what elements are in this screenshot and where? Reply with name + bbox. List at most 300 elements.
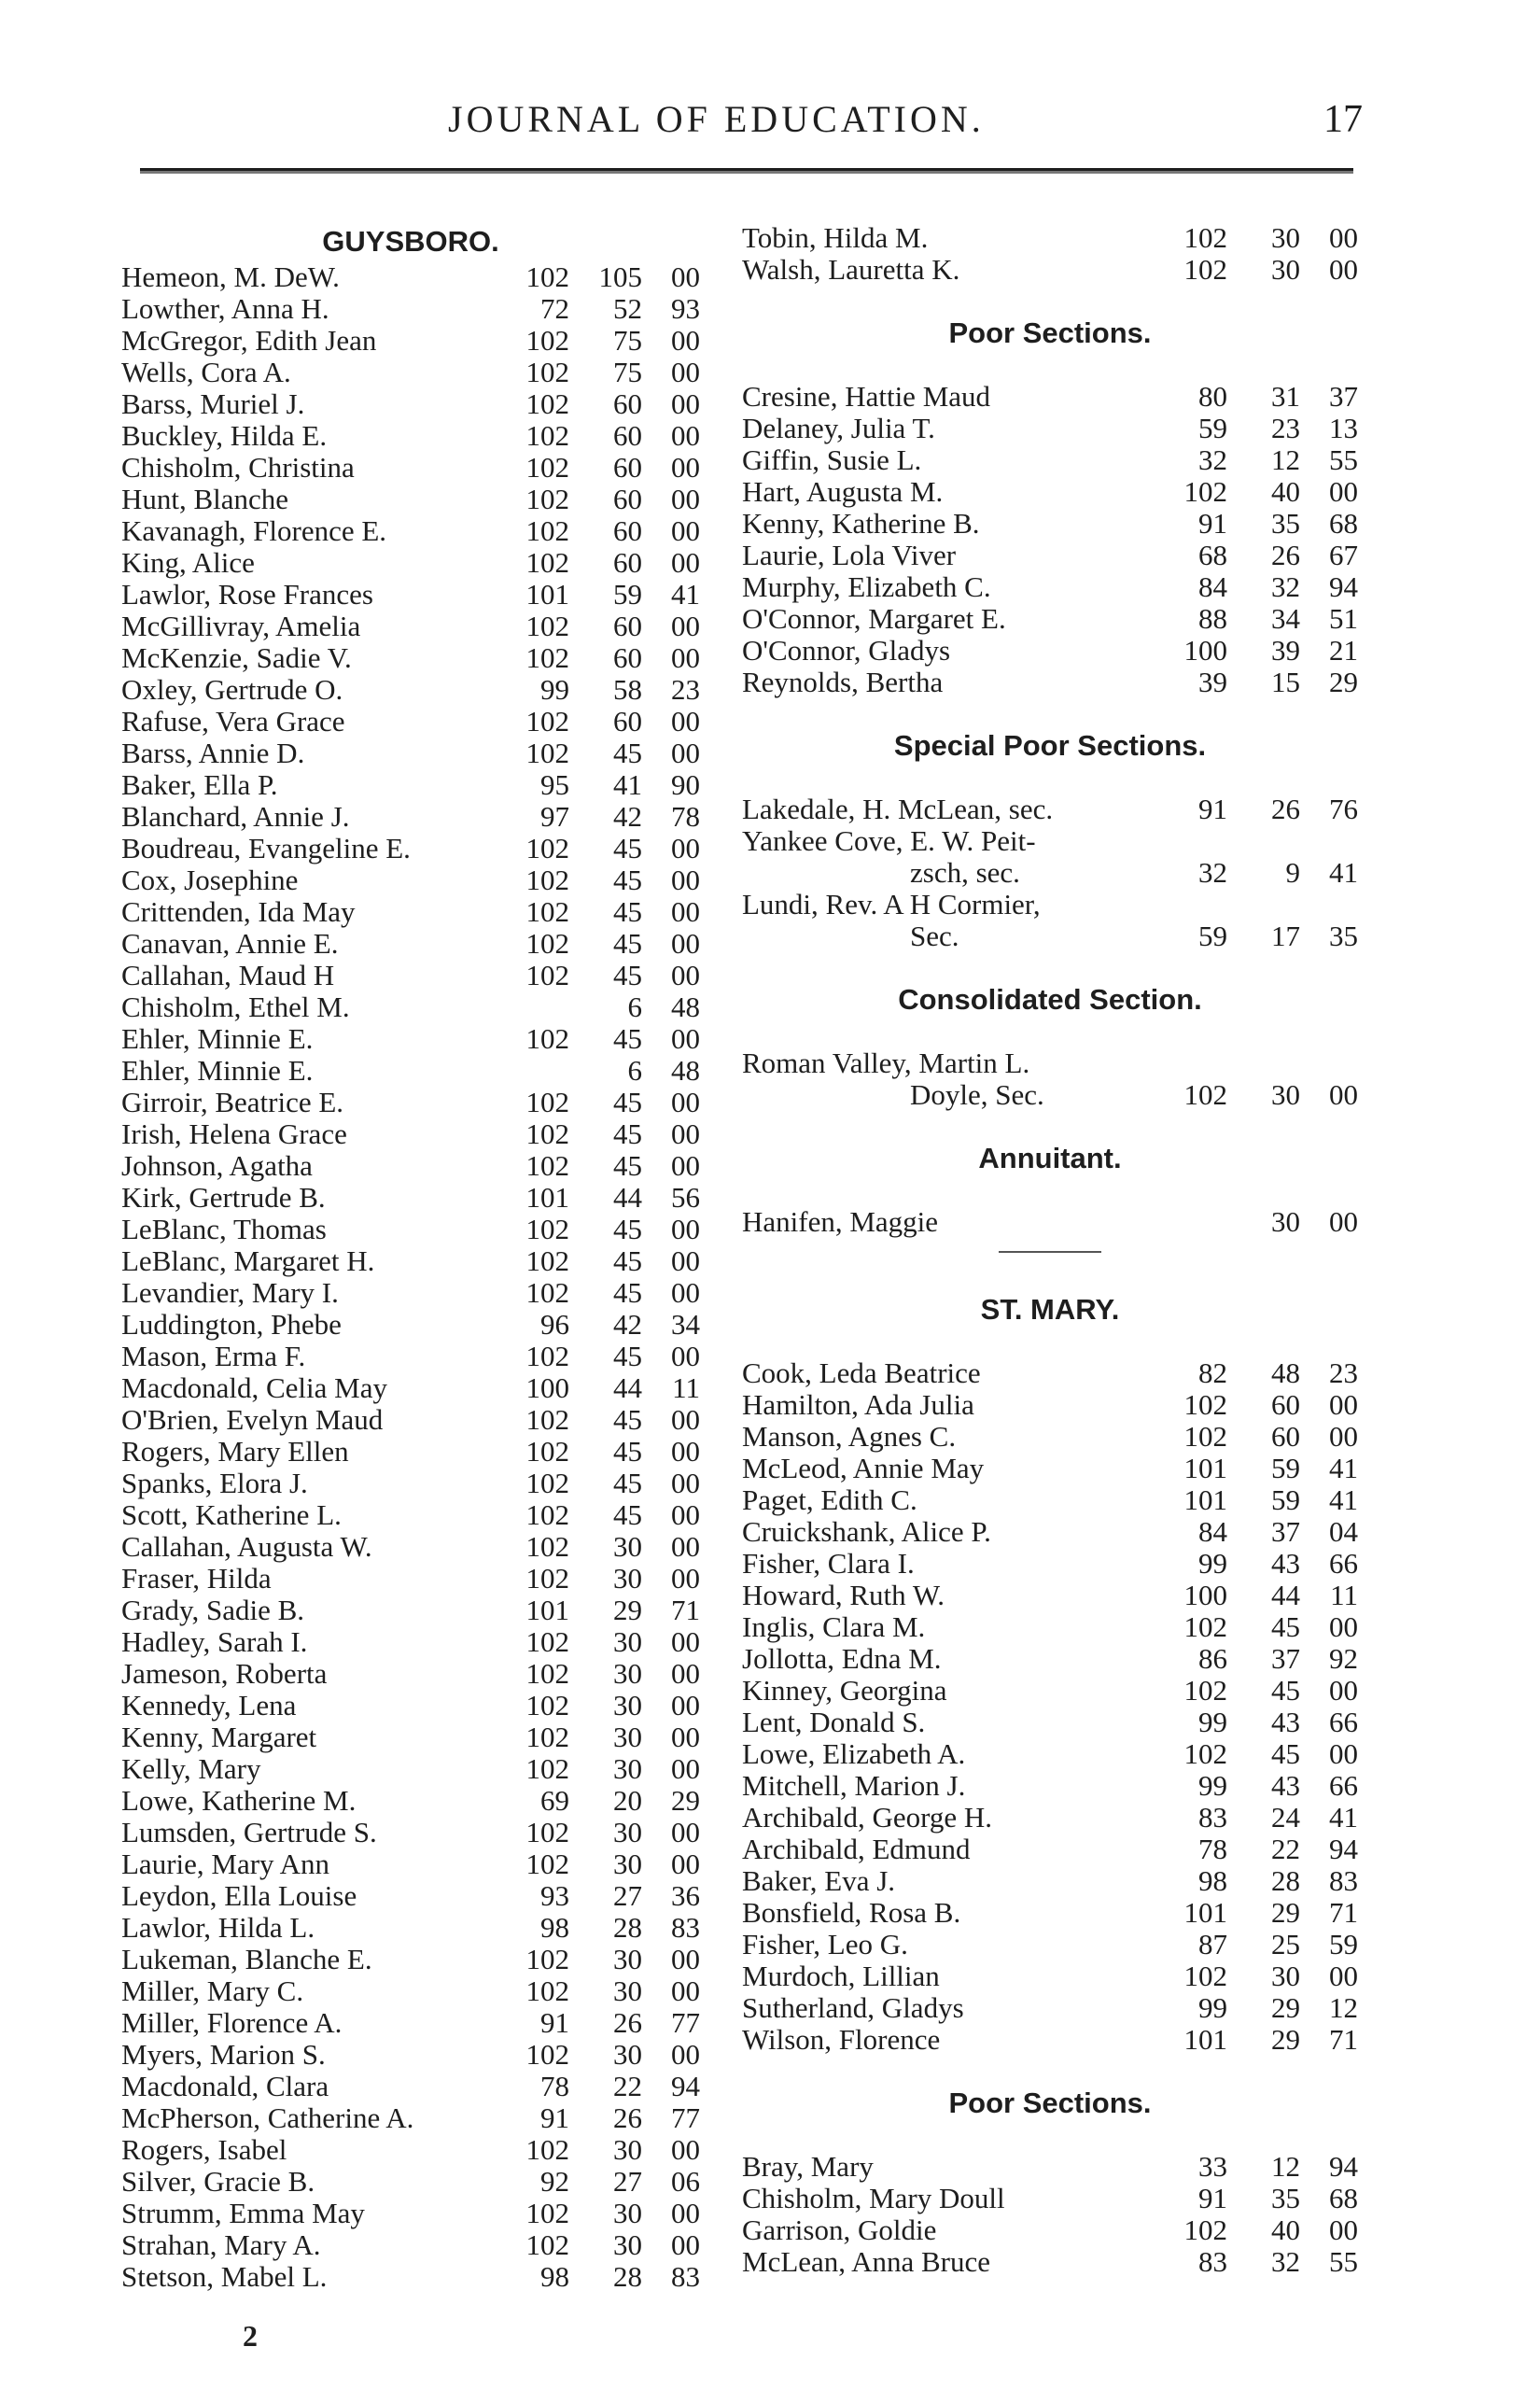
name-cell: Kelly, Mary bbox=[121, 1753, 261, 1785]
table-row bbox=[742, 1484, 1358, 1516]
amount-b-cell: 30 bbox=[613, 2038, 642, 2071]
table-row bbox=[742, 1389, 1358, 1421]
amount-a-cell: 102 bbox=[525, 387, 569, 420]
table-row bbox=[121, 1690, 700, 1721]
amount-b-cell: 45 bbox=[613, 1022, 642, 1055]
section-title-annuitant: Annuitant. bbox=[978, 1142, 1122, 1174]
amount-b-cell: 30 bbox=[1271, 1960, 1300, 1992]
name-cell: Reynolds, Bertha bbox=[742, 667, 944, 698]
name-cell: Kennedy, Lena bbox=[121, 1690, 297, 1721]
amount-c-cell: 00 bbox=[671, 1943, 700, 1975]
amount-a-cell: 101 bbox=[1183, 1896, 1227, 1929]
table-row bbox=[121, 2261, 700, 2293]
amount-b-cell: 42 bbox=[613, 1308, 642, 1341]
amount-b-cell: 30 bbox=[613, 2228, 642, 2261]
name-cell: Jollotta, Edna M. bbox=[742, 1643, 942, 1675]
amount-c-cell: 00 bbox=[671, 2038, 700, 2071]
amount-c-cell: 00 bbox=[671, 546, 700, 579]
amount-c-cell: 06 bbox=[671, 2165, 700, 2198]
amount-b-cell: 60 bbox=[613, 387, 642, 420]
table-row bbox=[121, 1468, 700, 1499]
name-cell: Crittenden, Ida May bbox=[121, 896, 356, 928]
table-row bbox=[742, 476, 1358, 508]
amount-a-cell: 39 bbox=[1198, 666, 1227, 698]
amount-c-cell: 00 bbox=[1329, 475, 1358, 508]
name-cell: McPherson, Catherine A. bbox=[121, 2102, 414, 2134]
st-mary-poor-list bbox=[742, 2151, 1358, 2278]
guysboro-list bbox=[121, 261, 700, 2293]
amount-c-cell: 11 bbox=[1330, 1579, 1358, 1611]
amount-a-cell: 102 bbox=[525, 324, 569, 357]
name-cell: Chisholm, Mary Doull bbox=[742, 2183, 1005, 2214]
amount-c-cell: 00 bbox=[671, 1816, 700, 1848]
table-row bbox=[121, 801, 700, 833]
amount-b-cell: 9 bbox=[1285, 856, 1300, 889]
name-cell: Lawlor, Rose Frances bbox=[121, 579, 373, 611]
name-cell: zsch, sec. bbox=[910, 857, 1020, 889]
table-row bbox=[742, 413, 1358, 444]
amount-a-cell: 78 bbox=[540, 2070, 569, 2102]
name-cell: King, Alice bbox=[121, 547, 255, 579]
amount-a-cell: 102 bbox=[525, 641, 569, 674]
amount-c-cell: 90 bbox=[671, 768, 700, 801]
amount-c-cell: 41 bbox=[671, 578, 700, 611]
amount-c-cell: 00 bbox=[671, 1498, 700, 1531]
name-cell: Mitchell, Marion J. bbox=[742, 1770, 966, 1802]
amount-b-cell: 45 bbox=[613, 737, 642, 769]
amount-c-cell: 00 bbox=[671, 260, 700, 293]
name-cell: Archibald, Edmund bbox=[742, 1834, 971, 1865]
amount-c-cell: 00 bbox=[671, 1244, 700, 1277]
table-row bbox=[121, 1499, 700, 1531]
table-row bbox=[742, 1707, 1358, 1738]
amount-b-cell: 29 bbox=[1271, 1896, 1300, 1929]
name-cell: Mason, Erma F. bbox=[121, 1341, 306, 1372]
amount-c-cell: 35 bbox=[1329, 920, 1358, 952]
amount-a-cell: 102 bbox=[525, 1149, 569, 1182]
table-row bbox=[742, 1516, 1358, 1548]
amount-c-cell: 55 bbox=[1329, 2245, 1358, 2278]
amount-a-cell: 102 bbox=[1183, 2213, 1227, 2246]
table-row bbox=[121, 1944, 700, 1975]
amount-b-cell: 39 bbox=[1271, 634, 1300, 667]
amount-c-cell: 83 bbox=[671, 1911, 700, 1944]
amount-b-cell: 58 bbox=[613, 673, 642, 706]
table-row bbox=[121, 896, 700, 928]
amount-c-cell: 66 bbox=[1329, 1547, 1358, 1580]
name-cell: LeBlanc, Thomas bbox=[121, 1214, 327, 1245]
table-row bbox=[742, 1992, 1358, 2024]
amount-b-cell: 45 bbox=[613, 1435, 642, 1468]
name-cell: Lukeman, Blanche E. bbox=[121, 1944, 372, 1975]
name-cell: Girroir, Beatrice E. bbox=[121, 1087, 344, 1118]
amount-b-cell: 45 bbox=[613, 959, 642, 991]
amount-c-cell: 83 bbox=[1329, 1864, 1358, 1897]
table-row bbox=[121, 2071, 700, 2102]
table-row bbox=[121, 1531, 700, 1563]
amount-b-cell: 60 bbox=[1271, 1388, 1300, 1421]
amount-a-cell: 102 bbox=[525, 927, 569, 960]
name-cell: Silver, Gracie B. bbox=[121, 2166, 315, 2198]
amount-a-cell: 101 bbox=[1183, 1452, 1227, 1484]
table-row bbox=[121, 2166, 700, 2198]
name-cell: Hunt, Blanche bbox=[121, 484, 289, 515]
table-row bbox=[121, 1404, 700, 1436]
amount-a-cell: 101 bbox=[525, 578, 569, 611]
table-row bbox=[121, 388, 700, 420]
amount-b-cell: 43 bbox=[1271, 1706, 1300, 1738]
table-row bbox=[742, 540, 1358, 571]
table-row bbox=[121, 1436, 700, 1468]
table-row bbox=[742, 2183, 1358, 2214]
consolidated-amount-b: 30 bbox=[1271, 1078, 1300, 1111]
amount-c-cell: 00 bbox=[671, 1530, 700, 1563]
amount-c-cell: 92 bbox=[1329, 1642, 1358, 1675]
amount-a-cell: 101 bbox=[1183, 2023, 1227, 2056]
amount-b-cell: 30 bbox=[613, 1752, 642, 1785]
amount-a-cell: 102 bbox=[525, 1086, 569, 1118]
amount-b-cell: 60 bbox=[613, 514, 642, 547]
consolidated-amount-c: 00 bbox=[1329, 1078, 1358, 1111]
name-cell: Miller, Florence A. bbox=[121, 2007, 343, 2039]
name-cell: Macdonald, Clara bbox=[121, 2071, 329, 2102]
table-row bbox=[121, 928, 700, 960]
amount-b-cell: 30 bbox=[613, 1848, 642, 1880]
table-row bbox=[121, 1214, 700, 1245]
table-row bbox=[121, 1785, 700, 1817]
amount-a-cell: 92 bbox=[540, 2165, 569, 2198]
table-row bbox=[742, 1675, 1358, 1707]
table-row bbox=[121, 1277, 700, 1309]
name-cell: Hart, Augusta M. bbox=[742, 476, 944, 508]
amount-b-cell: 22 bbox=[1271, 1833, 1300, 1865]
amount-c-cell: 00 bbox=[671, 1022, 700, 1055]
amount-a-cell: 102 bbox=[525, 451, 569, 484]
name-cell: Lundi, Rev. A H Cormier, bbox=[742, 889, 1041, 920]
amount-b-cell: 48 bbox=[1271, 1356, 1300, 1389]
amount-a-cell: 32 bbox=[1198, 443, 1227, 476]
amount-c-cell: 23 bbox=[671, 673, 700, 706]
amount-b-cell: 28 bbox=[613, 1911, 642, 1944]
amount-a-cell: 102 bbox=[525, 260, 569, 293]
amount-a-cell: 96 bbox=[540, 1308, 569, 1341]
amount-a-cell: 78 bbox=[1198, 1833, 1227, 1865]
amount-b-cell: 30 bbox=[613, 1721, 642, 1753]
amount-b-cell: 6 bbox=[627, 991, 642, 1023]
name-cell: Hemeon, M. DeW. bbox=[121, 261, 340, 293]
amount-c-cell: 48 bbox=[671, 1054, 700, 1087]
name-cell: Blanchard, Annie J. bbox=[121, 801, 350, 833]
amount-b-cell: 15 bbox=[1271, 666, 1300, 698]
amount-a-cell: 102 bbox=[525, 1435, 569, 1468]
amount-c-cell: 00 bbox=[1329, 1960, 1358, 1992]
amount-a-cell: 102 bbox=[525, 1117, 569, 1150]
amount-c-cell: 00 bbox=[1329, 1674, 1358, 1707]
name-cell: Baker, Eva J. bbox=[742, 1865, 896, 1897]
amount-a-cell: 68 bbox=[1198, 539, 1227, 571]
name-cell: Garrison, Goldie bbox=[742, 2214, 937, 2246]
amount-a-cell: 98 bbox=[540, 2260, 569, 2293]
amount-c-cell: 04 bbox=[1329, 1515, 1358, 1548]
amount-b-cell: 30 bbox=[1271, 253, 1300, 286]
amount-b-cell: 29 bbox=[613, 1594, 642, 1626]
table-row bbox=[121, 706, 700, 738]
section-divider bbox=[999, 1251, 1101, 1253]
amount-b-cell: 30 bbox=[613, 1816, 642, 1848]
amount-a-cell: 102 bbox=[525, 1721, 569, 1753]
amount-a-cell: 102 bbox=[525, 1974, 569, 2007]
name-cell: Miller, Mary C. bbox=[121, 1975, 304, 2007]
amount-a-cell: 91 bbox=[1198, 2182, 1227, 2214]
table-row bbox=[121, 611, 700, 642]
name-cell: Manson, Agnes C. bbox=[742, 1421, 957, 1453]
amount-b-cell: 45 bbox=[613, 1276, 642, 1309]
amount-c-cell: 00 bbox=[671, 1562, 700, 1595]
amount-c-cell: 00 bbox=[671, 864, 700, 896]
amount-b-cell: 45 bbox=[613, 1498, 642, 1531]
amount-b-cell: 40 bbox=[1271, 475, 1300, 508]
amount-c-cell: 00 bbox=[671, 483, 700, 515]
amount-a-cell: 102 bbox=[1183, 1420, 1227, 1453]
amount-c-cell: 00 bbox=[671, 514, 700, 547]
amount-b-cell: 37 bbox=[1271, 1642, 1300, 1675]
amount-a-cell: 99 bbox=[1198, 1547, 1227, 1580]
amount-a-cell: 102 bbox=[525, 1213, 569, 1245]
amount-a-cell: 102 bbox=[1183, 475, 1227, 508]
amount-b-cell: 30 bbox=[613, 1625, 642, 1658]
table-row bbox=[121, 1055, 700, 1087]
table-row bbox=[121, 738, 700, 769]
table-row bbox=[121, 2039, 700, 2071]
name-cell: Tobin, Hilda M. bbox=[742, 222, 929, 254]
table-row bbox=[121, 1118, 700, 1150]
amount-a-cell: 32 bbox=[1198, 856, 1227, 889]
amount-a-cell: 101 bbox=[525, 1594, 569, 1626]
table-row bbox=[121, 1245, 700, 1277]
name-cell: Strumm, Emma May bbox=[121, 2198, 365, 2229]
amount-c-cell: 00 bbox=[671, 1467, 700, 1499]
amount-b-cell: 60 bbox=[613, 610, 642, 642]
table-row bbox=[121, 1087, 700, 1118]
name-cell: Sutherland, Gladys bbox=[742, 1992, 964, 2024]
name-cell: Lowe, Elizabeth A. bbox=[742, 1738, 966, 1770]
amount-b-cell: 44 bbox=[613, 1181, 642, 1214]
amount-b-cell: 35 bbox=[1271, 507, 1300, 540]
amount-a-cell: 102 bbox=[525, 1276, 569, 1309]
table-row bbox=[121, 452, 700, 484]
section-title-consolidated: Consolidated Section. bbox=[898, 983, 1202, 1016]
amount-c-cell: 00 bbox=[1329, 1737, 1358, 1770]
amount-b-cell: 60 bbox=[1271, 1420, 1300, 1453]
name-cell: Cook, Leda Beatrice bbox=[742, 1357, 981, 1389]
table-row bbox=[121, 1023, 700, 1055]
amount-b-cell: 60 bbox=[613, 705, 642, 738]
table-row bbox=[121, 1563, 700, 1595]
amount-a-cell: 99 bbox=[540, 673, 569, 706]
amount-a-cell: 84 bbox=[1198, 1515, 1227, 1548]
table-row bbox=[121, 991, 700, 1023]
name-cell: Leydon, Ella Louise bbox=[121, 1880, 357, 1912]
name-cell: Johnson, Agatha bbox=[121, 1150, 313, 1182]
table-row bbox=[121, 357, 700, 388]
amount-c-cell: 94 bbox=[1329, 1833, 1358, 1865]
journal-title: JOURNAL OF EDUCATION. bbox=[448, 98, 985, 140]
amount-c-cell: 41 bbox=[1329, 1483, 1358, 1516]
table-row bbox=[742, 889, 1358, 920]
table-row bbox=[121, 420, 700, 452]
amount-c-cell: 78 bbox=[671, 800, 700, 833]
amount-c-cell: 00 bbox=[671, 1340, 700, 1372]
name-cell: Murphy, Elizabeth C. bbox=[742, 571, 991, 603]
amount-c-cell: 55 bbox=[1329, 443, 1358, 476]
amount-a-cell: 87 bbox=[1198, 1928, 1227, 1960]
amount-a-cell: 102 bbox=[525, 2038, 569, 2071]
table-row bbox=[742, 1865, 1358, 1897]
table-row bbox=[742, 1548, 1358, 1580]
name-cell: Lakedale, H. McLean, sec. bbox=[742, 794, 1054, 825]
section-title-st-mary: ST. MARY. bbox=[980, 1293, 1120, 1326]
table-row bbox=[121, 1626, 700, 1658]
amount-b-cell: 30 bbox=[613, 2197, 642, 2229]
name-cell: Fisher, Clara I. bbox=[742, 1548, 915, 1580]
amount-c-cell: 00 bbox=[671, 2197, 700, 2229]
left-column bbox=[121, 222, 700, 2293]
amount-a-cell: 102 bbox=[525, 864, 569, 896]
amount-b-cell: 42 bbox=[613, 800, 642, 833]
amount-c-cell: 00 bbox=[671, 895, 700, 928]
name-cell: Callahan, Augusta W. bbox=[121, 1531, 372, 1563]
amount-c-cell: 00 bbox=[671, 1435, 700, 1468]
amount-a-cell: 83 bbox=[1198, 2245, 1227, 2278]
name-cell: Hamilton, Ada Julia bbox=[742, 1389, 974, 1421]
amount-a-cell: 101 bbox=[525, 1181, 569, 1214]
amount-b-cell: 60 bbox=[613, 451, 642, 484]
name-cell: Cox, Josephine bbox=[121, 864, 299, 896]
amount-c-cell: 00 bbox=[1329, 253, 1358, 286]
amount-a-cell: 102 bbox=[525, 2228, 569, 2261]
name-cell: Spanks, Elora J. bbox=[121, 1468, 308, 1499]
amount-a-cell: 102 bbox=[525, 514, 569, 547]
amount-c-cell: 00 bbox=[671, 1974, 700, 2007]
amount-b-cell: 17 bbox=[1271, 920, 1300, 952]
amount-a-cell: 102 bbox=[525, 2197, 569, 2229]
amount-a-cell: 91 bbox=[1198, 793, 1227, 825]
amount-b-cell: 30 bbox=[613, 1943, 642, 1975]
amount-c-cell: 68 bbox=[1329, 507, 1358, 540]
amount-a-cell: 102 bbox=[1183, 221, 1227, 254]
amount-a-cell: 102 bbox=[525, 483, 569, 515]
table-row bbox=[121, 1372, 700, 1404]
amount-b-cell: 45 bbox=[613, 1213, 642, 1245]
amount-c-cell: 66 bbox=[1329, 1769, 1358, 1802]
amount-b-cell: 59 bbox=[1271, 1483, 1300, 1516]
consolidated-name-line-1: Roman Valley, Martin L. bbox=[742, 1047, 1030, 1079]
st-mary-list bbox=[742, 1357, 1358, 2056]
name-cell: Cresine, Hattie Maud bbox=[742, 381, 991, 413]
table-row bbox=[121, 1912, 700, 1944]
amount-a-cell: 102 bbox=[525, 1530, 569, 1563]
amount-a-cell: 102 bbox=[525, 1340, 569, 1372]
section-title-poor-sections: Poor Sections. bbox=[948, 316, 1152, 349]
amount-b-cell: 60 bbox=[613, 546, 642, 579]
table-row bbox=[742, 1611, 1358, 1643]
name-cell: Ehler, Minnie E. bbox=[121, 1023, 314, 1055]
amount-b-cell: 24 bbox=[1271, 1801, 1300, 1834]
table-row bbox=[742, 381, 1358, 413]
name-cell: Jameson, Roberta bbox=[121, 1658, 328, 1690]
amount-c-cell: 00 bbox=[1329, 1610, 1358, 1643]
amount-c-cell: 00 bbox=[671, 324, 700, 357]
table-row bbox=[121, 1341, 700, 1372]
amount-a-cell: 102 bbox=[525, 1625, 569, 1658]
amount-b-cell: 6 bbox=[627, 1054, 642, 1087]
name-cell: Yankee Cove, E. W. Peit- bbox=[742, 825, 1036, 857]
name-cell: Barss, Muriel J. bbox=[121, 388, 305, 420]
amount-a-cell: 102 bbox=[525, 895, 569, 928]
table-row bbox=[742, 222, 1358, 254]
amount-b-cell: 12 bbox=[1271, 443, 1300, 476]
special-poor-list bbox=[742, 794, 1358, 952]
table-row bbox=[742, 254, 1358, 286]
table-row bbox=[742, 444, 1358, 476]
amount-a-cell: 100 bbox=[1183, 634, 1227, 667]
amount-c-cell: 71 bbox=[671, 1594, 700, 1626]
amount-a-cell: 101 bbox=[1183, 1483, 1227, 1516]
amount-a-cell: 102 bbox=[525, 1689, 569, 1721]
table-row bbox=[121, 261, 700, 293]
amount-a-cell: 59 bbox=[1198, 412, 1227, 444]
amount-b-cell: 60 bbox=[613, 419, 642, 452]
amount-a-cell: 102 bbox=[1183, 1737, 1227, 1770]
amount-b-cell: 40 bbox=[1271, 2213, 1300, 2246]
amount-b-cell: 45 bbox=[613, 1086, 642, 1118]
name-cell: Boudreau, Evangeline E. bbox=[121, 833, 411, 864]
table-row bbox=[121, 1150, 700, 1182]
amount-c-cell: 00 bbox=[671, 641, 700, 674]
amount-a-cell: 102 bbox=[525, 959, 569, 991]
amount-b-cell: 25 bbox=[1271, 1928, 1300, 1960]
name-cell: Chisholm, Ethel M. bbox=[121, 991, 350, 1023]
amount-b-cell: 26 bbox=[1271, 793, 1300, 825]
table-row bbox=[121, 484, 700, 515]
amount-c-cell: 00 bbox=[671, 2133, 700, 2166]
amount-c-cell: 41 bbox=[1329, 856, 1358, 889]
amount-c-cell: 00 bbox=[671, 419, 700, 452]
table-row bbox=[121, 864, 700, 896]
amount-a-cell: 69 bbox=[540, 1784, 569, 1817]
amount-c-cell: 00 bbox=[671, 1086, 700, 1118]
name-cell: Grady, Sadie B. bbox=[121, 1595, 305, 1626]
amount-a-cell: 102 bbox=[525, 1022, 569, 1055]
amount-c-cell: 51 bbox=[1329, 602, 1358, 635]
amount-a-cell: 86 bbox=[1198, 1642, 1227, 1675]
name-cell: Myers, Marion S. bbox=[121, 2039, 326, 2071]
amount-a-cell: 102 bbox=[1183, 1610, 1227, 1643]
name-cell: Ehler, Minnie E. bbox=[121, 1055, 314, 1087]
amount-a-cell: 102 bbox=[1183, 1960, 1227, 1992]
table-row bbox=[742, 2024, 1358, 2056]
name-cell: Fraser, Hilda bbox=[121, 1563, 272, 1595]
name-cell: Hadley, Sarah I. bbox=[121, 1626, 308, 1658]
amount-b-cell: 26 bbox=[613, 2101, 642, 2134]
amount-a-cell: 102 bbox=[525, 1657, 569, 1690]
amount-b-cell: 43 bbox=[1271, 1769, 1300, 1802]
amount-c-cell: 00 bbox=[671, 356, 700, 388]
amount-b-cell: 45 bbox=[613, 1340, 642, 1372]
guysboro-continued-list bbox=[742, 222, 1358, 286]
table-row bbox=[742, 1738, 1358, 1770]
amount-c-cell: 77 bbox=[671, 2101, 700, 2134]
